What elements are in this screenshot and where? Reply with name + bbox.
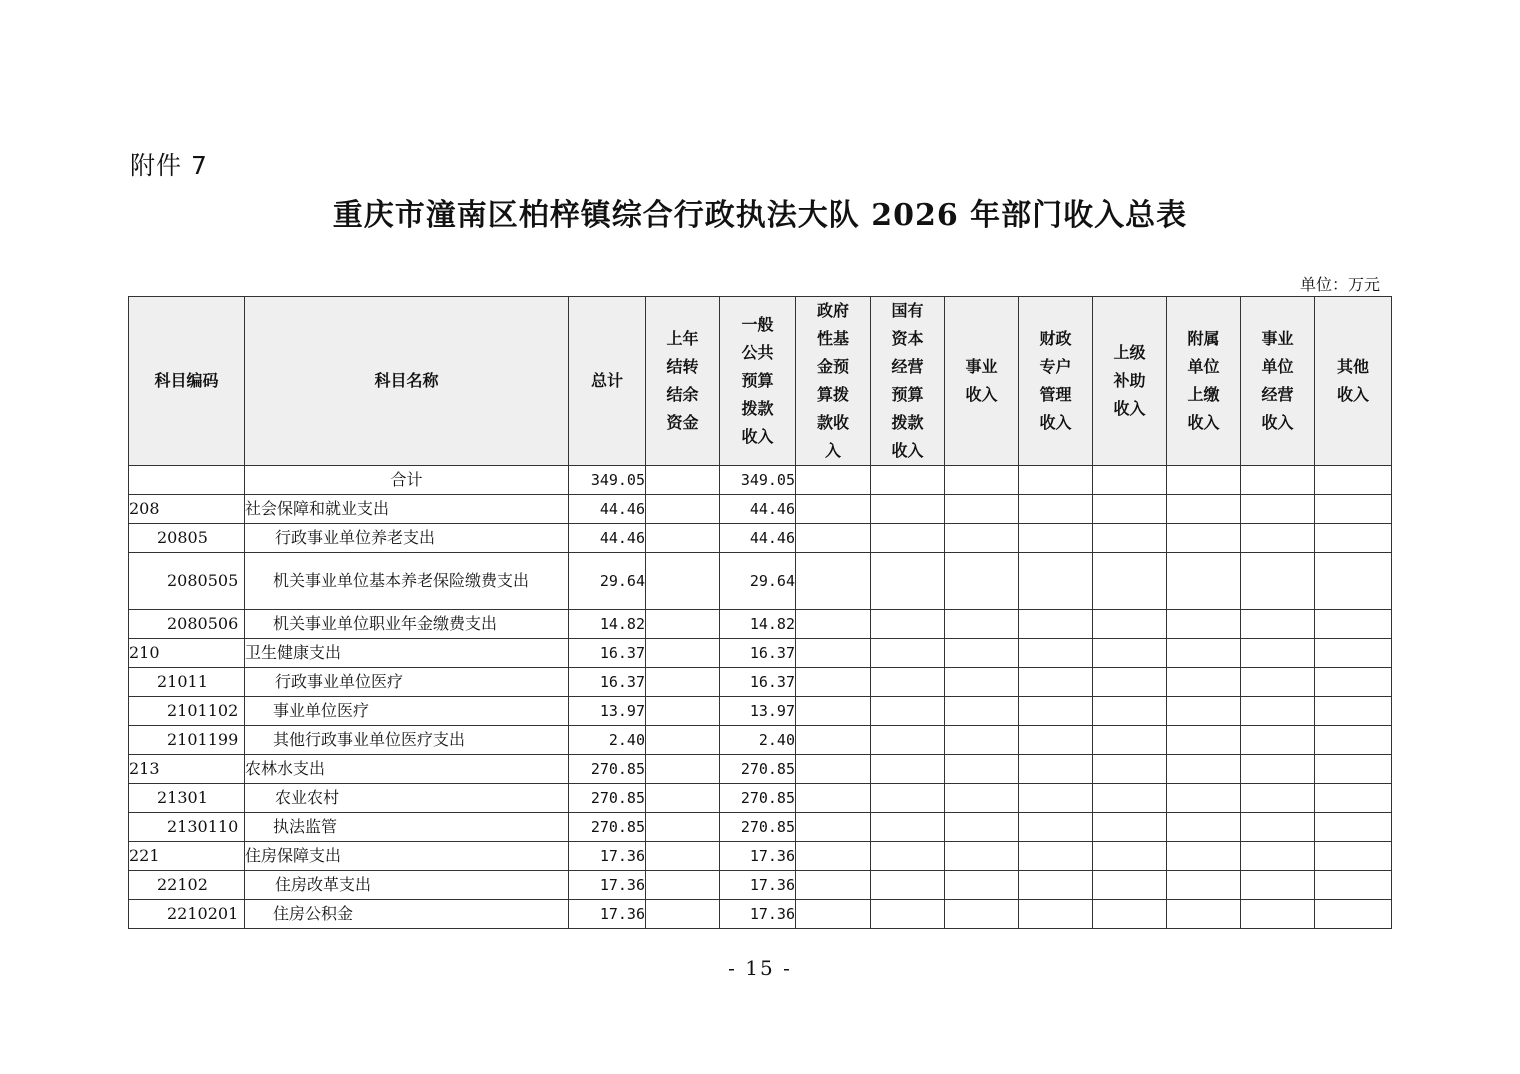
cell-empty: [1315, 524, 1392, 553]
cell-general-budget: 270.85: [720, 784, 796, 813]
cell-general-budget: 14.82: [720, 610, 796, 639]
cell-prior-year: [646, 524, 720, 553]
cell-empty: [871, 610, 945, 639]
cell-total: 13.97: [569, 697, 646, 726]
header-state-capital: 国有资本经营预算拨款收入: [871, 297, 945, 466]
cell-name: 社会保障和就业支出: [245, 495, 569, 524]
cell-general-budget: 16.37: [720, 668, 796, 697]
cell-prior-year: [646, 784, 720, 813]
cell-empty: [796, 553, 871, 610]
table-row: [129, 524, 1392, 553]
cell-total: 17.36: [569, 900, 646, 929]
cell-empty: [1315, 553, 1392, 610]
cell-code: 21301: [129, 784, 245, 813]
cell-empty: [796, 813, 871, 842]
cell-empty: [871, 639, 945, 668]
cell-empty: [1093, 697, 1167, 726]
cell-code: 2210201: [129, 900, 245, 929]
cell-empty: [1241, 639, 1315, 668]
cell-empty: [1167, 784, 1241, 813]
cell-empty: [1241, 784, 1315, 813]
cell-empty: [945, 466, 1019, 495]
cell-prior-year: [646, 871, 720, 900]
cell-code: 210: [129, 639, 245, 668]
cell-name: 卫生健康支出: [245, 639, 569, 668]
cell-empty: [1315, 726, 1392, 755]
cell-empty: [1167, 726, 1241, 755]
cell-name: 住房公积金: [245, 900, 569, 929]
cell-total: 2.40: [569, 726, 646, 755]
cell-empty: [945, 726, 1019, 755]
cell-total: 349.05: [569, 466, 646, 495]
cell-empty: [1167, 553, 1241, 610]
cell-total: 270.85: [569, 784, 646, 813]
header-other-income: 其他收入: [1315, 297, 1392, 466]
cell-empty: [1241, 466, 1315, 495]
cell-empty: [1093, 668, 1167, 697]
table-row: [129, 784, 1392, 813]
cell-empty: [1093, 813, 1167, 842]
cell-empty: [1019, 553, 1093, 610]
cell-empty: [1093, 842, 1167, 871]
cell-empty: [1093, 466, 1167, 495]
cell-code: 21011: [129, 668, 245, 697]
table-row: [129, 697, 1392, 726]
cell-empty: [871, 495, 945, 524]
cell-prior-year: [646, 842, 720, 871]
cell-empty: [1315, 668, 1392, 697]
cell-empty: [1019, 755, 1093, 784]
header-name: 科目名称: [245, 297, 569, 466]
cell-name: 机关事业单位基本养老保险缴费支出: [245, 553, 569, 610]
cell-empty: [945, 755, 1019, 784]
cell-empty: [1241, 610, 1315, 639]
cell-code: 2101102: [129, 697, 245, 726]
cell-empty: [1167, 755, 1241, 784]
cell-prior-year: [646, 610, 720, 639]
cell-empty: [796, 726, 871, 755]
attachment-label: 附件 7: [130, 151, 208, 180]
cell-name: 农林水支出: [245, 755, 569, 784]
header-business-income: 事业收入: [945, 297, 1019, 466]
cell-empty: [945, 553, 1019, 610]
cell-empty: [1019, 900, 1093, 929]
header-affiliated-payment: 附属单位上缴收入: [1167, 297, 1241, 466]
cell-empty: [796, 524, 871, 553]
cell-empty: [1019, 871, 1093, 900]
cell-empty: [1019, 495, 1093, 524]
cell-empty: [1315, 639, 1392, 668]
cell-empty: [945, 668, 1019, 697]
cell-code: 221: [129, 842, 245, 871]
cell-empty: [945, 900, 1019, 929]
cell-empty: [945, 610, 1019, 639]
cell-name: 其他行政事业单位医疗支出: [245, 726, 569, 755]
cell-empty: [1167, 871, 1241, 900]
cell-empty: [1019, 726, 1093, 755]
cell-total: 16.37: [569, 639, 646, 668]
cell-empty: [1315, 495, 1392, 524]
cell-empty: [1093, 726, 1167, 755]
header-gov-fund: 政府性基金预算拨款收入: [796, 297, 871, 466]
cell-empty: [1093, 610, 1167, 639]
cell-empty: [1019, 524, 1093, 553]
cell-empty: [1315, 466, 1392, 495]
table-row: [129, 755, 1392, 784]
cell-general-budget: 2.40: [720, 726, 796, 755]
table-row: [129, 842, 1392, 871]
cell-empty: [871, 466, 945, 495]
cell-empty: [1093, 553, 1167, 610]
cell-empty: [1019, 813, 1093, 842]
table-row: [129, 813, 1392, 842]
cell-total: 44.46: [569, 495, 646, 524]
cell-empty: [871, 697, 945, 726]
cell-empty: [796, 755, 871, 784]
cell-empty: [1241, 697, 1315, 726]
cell-empty: [1315, 842, 1392, 871]
cell-empty: [1019, 842, 1093, 871]
cell-empty: [1315, 784, 1392, 813]
cell-general-budget: 17.36: [720, 900, 796, 929]
cell-name: 机关事业单位职业年金缴费支出: [245, 610, 569, 639]
cell-total: 17.36: [569, 871, 646, 900]
cell-empty: [1167, 668, 1241, 697]
cell-code: 208: [129, 495, 245, 524]
cell-empty: [1167, 610, 1241, 639]
cell-empty: [945, 842, 1019, 871]
header-prior-year: 上年结转结余资金: [646, 297, 720, 466]
cell-empty: [1093, 900, 1167, 929]
cell-code: 2080505: [129, 553, 245, 610]
cell-prior-year: [646, 697, 720, 726]
cell-empty: [945, 813, 1019, 842]
cell-empty: [871, 871, 945, 900]
cell-total: 270.85: [569, 755, 646, 784]
cell-empty: [945, 697, 1019, 726]
table-row-total: [129, 466, 1392, 495]
table-row: [129, 668, 1392, 697]
table-row: [129, 610, 1392, 639]
cell-general-budget: 270.85: [720, 813, 796, 842]
table-row: [129, 871, 1392, 900]
cell-empty: [1093, 871, 1167, 900]
header-general-budget: 一般公共预算拨款收入: [720, 297, 796, 466]
cell-general-budget: 17.36: [720, 871, 796, 900]
cell-empty: [1167, 495, 1241, 524]
table-row: [129, 495, 1392, 524]
cell-prior-year: [646, 553, 720, 610]
cell-general-budget: 349.05: [720, 466, 796, 495]
income-table: [128, 296, 1392, 929]
cell-prior-year: [646, 466, 720, 495]
cell-name: 住房改革支出: [245, 871, 569, 900]
cell-empty: [1241, 524, 1315, 553]
cell-empty: [796, 668, 871, 697]
cell-code: 213: [129, 755, 245, 784]
cell-empty: [871, 553, 945, 610]
cell-total: 44.46: [569, 524, 646, 553]
cell-prior-year: [646, 726, 720, 755]
cell-name: 行政事业单位医疗: [245, 668, 569, 697]
cell-empty: [1241, 495, 1315, 524]
cell-empty: [796, 784, 871, 813]
table-row: [129, 553, 1392, 610]
cell-empty: [1315, 871, 1392, 900]
cell-name: 事业单位医疗: [245, 697, 569, 726]
cell-empty: [871, 813, 945, 842]
cell-empty: [1315, 813, 1392, 842]
cell-general-budget: 270.85: [720, 755, 796, 784]
cell-code: 20805: [129, 524, 245, 553]
cell-general-budget: 44.46: [720, 495, 796, 524]
cell-empty: [1167, 639, 1241, 668]
cell-code: 2080506: [129, 610, 245, 639]
cell-empty: [1093, 755, 1167, 784]
cell-total: 14.82: [569, 610, 646, 639]
cell-empty: [1019, 668, 1093, 697]
cell-empty: [1167, 466, 1241, 495]
cell-prior-year: [646, 639, 720, 668]
cell-empty: [1315, 697, 1392, 726]
cell-empty: [871, 668, 945, 697]
cell-empty: [945, 524, 1019, 553]
cell-empty: [1019, 466, 1093, 495]
cell-code: 2130110: [129, 813, 245, 842]
cell-prior-year: [646, 755, 720, 784]
header-row: [129, 297, 1392, 466]
cell-empty: [1241, 553, 1315, 610]
cell-total: 17.36: [569, 842, 646, 871]
cell-empty: [1241, 668, 1315, 697]
cell-code: [129, 466, 245, 495]
cell-general-budget: 44.46: [720, 524, 796, 553]
cell-empty: [1241, 871, 1315, 900]
cell-empty: [871, 755, 945, 784]
cell-empty: [1167, 900, 1241, 929]
cell-general-budget: 29.64: [720, 553, 796, 610]
cell-code: 22102: [129, 871, 245, 900]
cell-empty: [796, 697, 871, 726]
cell-empty: [796, 842, 871, 871]
cell-empty: [1241, 726, 1315, 755]
cell-empty: [1241, 755, 1315, 784]
cell-empty: [796, 466, 871, 495]
cell-empty: [1019, 610, 1093, 639]
cell-empty: [1019, 784, 1093, 813]
cell-empty: [1167, 524, 1241, 553]
cell-general-budget: 13.97: [720, 697, 796, 726]
cell-name: 合计: [245, 466, 569, 495]
cell-empty: [1167, 813, 1241, 842]
header-operating-income: 事业单位经营收入: [1241, 297, 1315, 466]
cell-general-budget: 16.37: [720, 639, 796, 668]
table-row: [129, 900, 1392, 929]
cell-empty: [1019, 697, 1093, 726]
cell-empty: [871, 784, 945, 813]
cell-empty: [945, 871, 1019, 900]
cell-empty: [945, 495, 1019, 524]
cell-empty: [1241, 842, 1315, 871]
cell-empty: [871, 524, 945, 553]
cell-empty: [796, 639, 871, 668]
header-total: 总计: [569, 297, 646, 466]
cell-code: 2101199: [129, 726, 245, 755]
cell-empty: [796, 900, 871, 929]
cell-name: 执法监管: [245, 813, 569, 842]
cell-empty: [871, 726, 945, 755]
cell-empty: [1093, 524, 1167, 553]
cell-empty: [1315, 610, 1392, 639]
cell-empty: [1093, 784, 1167, 813]
cell-total: 16.37: [569, 668, 646, 697]
cell-name: 农业农村: [245, 784, 569, 813]
header-fiscal-special: 财政专户管理收入: [1019, 297, 1093, 466]
cell-empty: [1241, 900, 1315, 929]
cell-empty: [1315, 755, 1392, 784]
unit-label: 单位：万元: [1299, 275, 1380, 294]
cell-empty: [1167, 697, 1241, 726]
cell-empty: [1093, 639, 1167, 668]
page-number: - 15 -: [728, 956, 792, 980]
cell-empty: [796, 871, 871, 900]
cell-empty: [1093, 495, 1167, 524]
cell-empty: [871, 842, 945, 871]
cell-empty: [871, 900, 945, 929]
cell-empty: [1167, 842, 1241, 871]
document-title: 重庆市潼南区柏梓镇综合行政执法大队 2026 年部门收入总表: [332, 198, 1188, 233]
cell-prior-year: [646, 813, 720, 842]
cell-empty: [945, 784, 1019, 813]
cell-name: 行政事业单位养老支出: [245, 524, 569, 553]
table-row: [129, 639, 1392, 668]
cell-name: 住房保障支出: [245, 842, 569, 871]
header-code: 科目编码: [129, 297, 245, 466]
table-row: [129, 726, 1392, 755]
cell-empty: [945, 639, 1019, 668]
cell-empty: [1315, 900, 1392, 929]
cell-empty: [1241, 813, 1315, 842]
cell-empty: [796, 495, 871, 524]
cell-prior-year: [646, 668, 720, 697]
cell-total: 29.64: [569, 553, 646, 610]
cell-prior-year: [646, 495, 720, 524]
cell-empty: [1019, 639, 1093, 668]
cell-total: 270.85: [569, 813, 646, 842]
header-superior-subsidy: 上级补助收入: [1093, 297, 1167, 466]
cell-general-budget: 17.36: [720, 842, 796, 871]
cell-empty: [796, 610, 871, 639]
cell-prior-year: [646, 900, 720, 929]
